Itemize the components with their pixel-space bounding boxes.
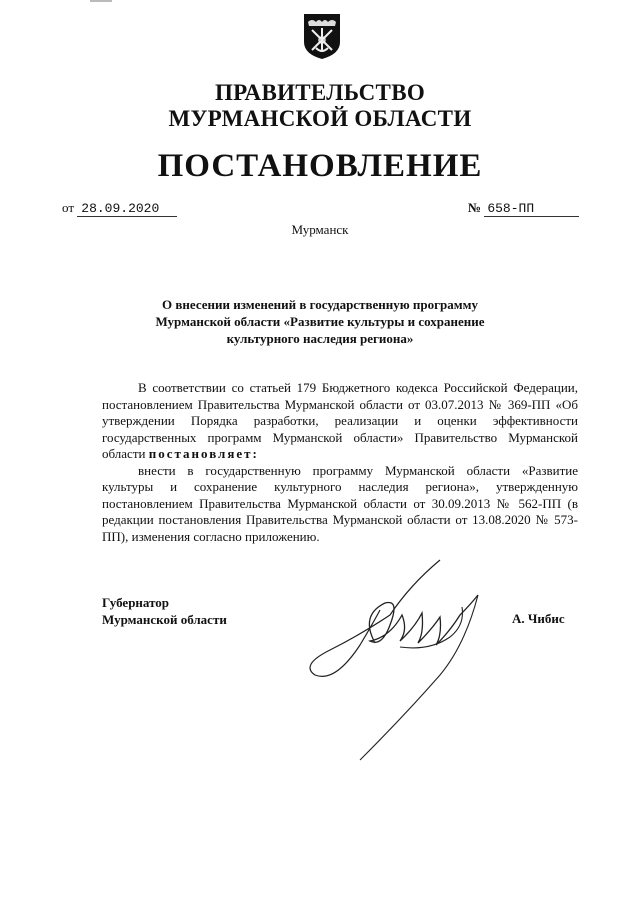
signatory-title-line-2: Мурманской области bbox=[102, 612, 227, 627]
subject-line-2: Мурманской области «Развитие культуры и сохранение bbox=[155, 314, 485, 329]
resolution-word: постановляет: bbox=[148, 446, 259, 461]
signatory-title-line-1: Губернатор bbox=[102, 595, 170, 610]
org-line-2: МУРМАНСКОЙ ОБЛАСТИ bbox=[168, 106, 472, 131]
body-paragraph-2: внести в государственную программу Мурманской области «Развитие культуры и сохранение культурного наследия региона», утвержденную постановлением Правительства Мурманской области от 30.09.2013 № 562-ПП (в редакции постановления Правительства Мурманской области от 13.08.2020 № 573-ПП), изменения согласно приложению. bbox=[102, 462, 578, 544]
murmansk-coat-of-arms-icon bbox=[302, 12, 342, 60]
body-paragraph-1 bbox=[102, 380, 578, 463]
subject-line-1: О внесении изменений в государственную программу bbox=[162, 297, 478, 312]
document-body bbox=[102, 380, 578, 545]
subject-line-3: культурного наследия региона» bbox=[226, 331, 414, 346]
number-row bbox=[468, 200, 579, 217]
organization-name bbox=[0, 80, 640, 132]
handwritten-signature bbox=[290, 555, 520, 765]
number-value: 658-ПП bbox=[484, 201, 579, 217]
paragraph-1-text: В соответствии со статьей 179 Бюджетного кодекса Российской Федерации, постановлением Правительства Мурманской области от 03.07.2013 № 369-ПП «Об утверждении Порядка разработки, реализации и оценки эффективности государственных программ Мурманской области» Правительство Мурманской области bbox=[102, 380, 578, 461]
date-prefix: от bbox=[62, 200, 75, 215]
date-value: 28.09.2020 bbox=[77, 201, 177, 217]
document-subject bbox=[120, 296, 520, 347]
document-type: ПОСТАНОВЛЕНИЕ bbox=[157, 148, 483, 184]
number-prefix: № bbox=[468, 200, 482, 215]
scan-mark bbox=[90, 0, 112, 2]
signatory-name: А. Чибис bbox=[512, 611, 565, 626]
date-row bbox=[62, 200, 177, 217]
org-line-1: ПРАВИТЕЛЬСТВО bbox=[214, 80, 426, 105]
city: Мурманск bbox=[291, 222, 349, 237]
signatory-title bbox=[102, 594, 227, 628]
